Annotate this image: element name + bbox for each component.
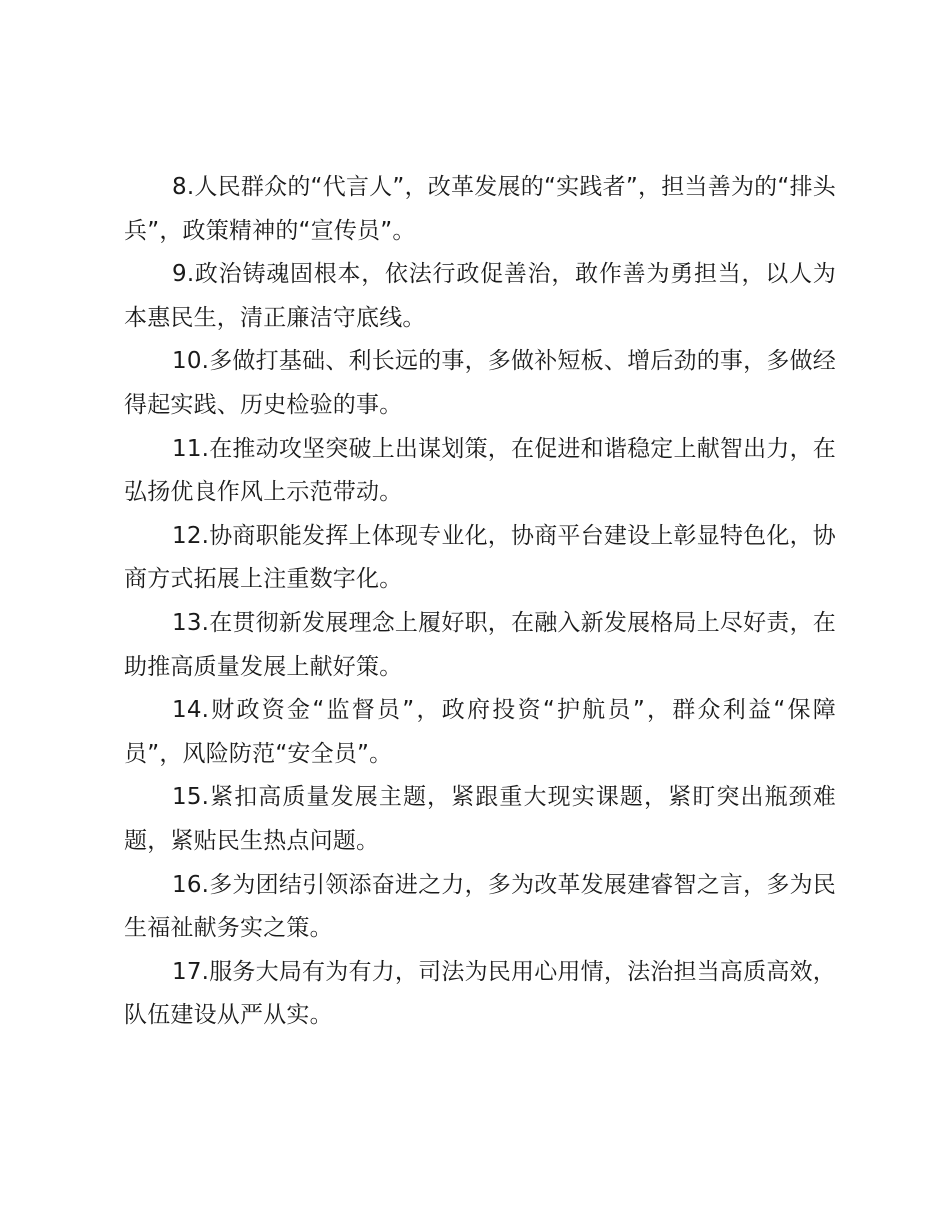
paragraph-17: 17.服务大局有为有力，司法为民用心用情，法治担当高质高效，队伍建设从严从实。 <box>124 958 836 1029</box>
paragraph-8: 8.人民群众的“代言人”，改革发展的“实践者”，担当善为的“排头兵”，政策精神的“宣传员”。 <box>124 174 836 244</box>
paragraph-13: 13.在贯彻新发展理念上履好职，在融入新发展格局上尽好责，在助推高质量发展上献好策。 <box>124 609 836 680</box>
paragraph-10: 10.多做打基础、利长远的事，多做补短板、增后劲的事，多做经得起实践、历史检验的事。 <box>124 348 836 418</box>
paragraph-12: 12.协商职能发挥上体现专业化，协商平台建设上彰显特色化，协商方式拓展上注重数字化。 <box>124 522 836 593</box>
paragraph-14: 14.财政资金“监督员”，政府投资“护航员”，群众利益“保障员”，风险防范“安全员”。 <box>124 697 836 767</box>
document-body <box>124 166 836 1038</box>
paragraph-16: 16.多为团结引领添奋进之力，多为改革发展建睿智之言，多为民生福祉献务实之策。 <box>124 871 836 942</box>
paragraph-11: 11.在推动攻坚突破上出谋划策，在促进和谐稳定上献智出力，在弘扬优良作风上示范带动。 <box>124 435 836 506</box>
paragraph-9: 9.政治铸魂固根本，依法行政促善治，敢作善为勇担当，以人为本惠民生，清正廉洁守底线。 <box>124 261 836 331</box>
paragraph-15: 15.紧扣高质量发展主题，紧跟重大现实课题，紧盯突出瓶颈难题，紧贴民生热点问题。 <box>124 784 836 854</box>
